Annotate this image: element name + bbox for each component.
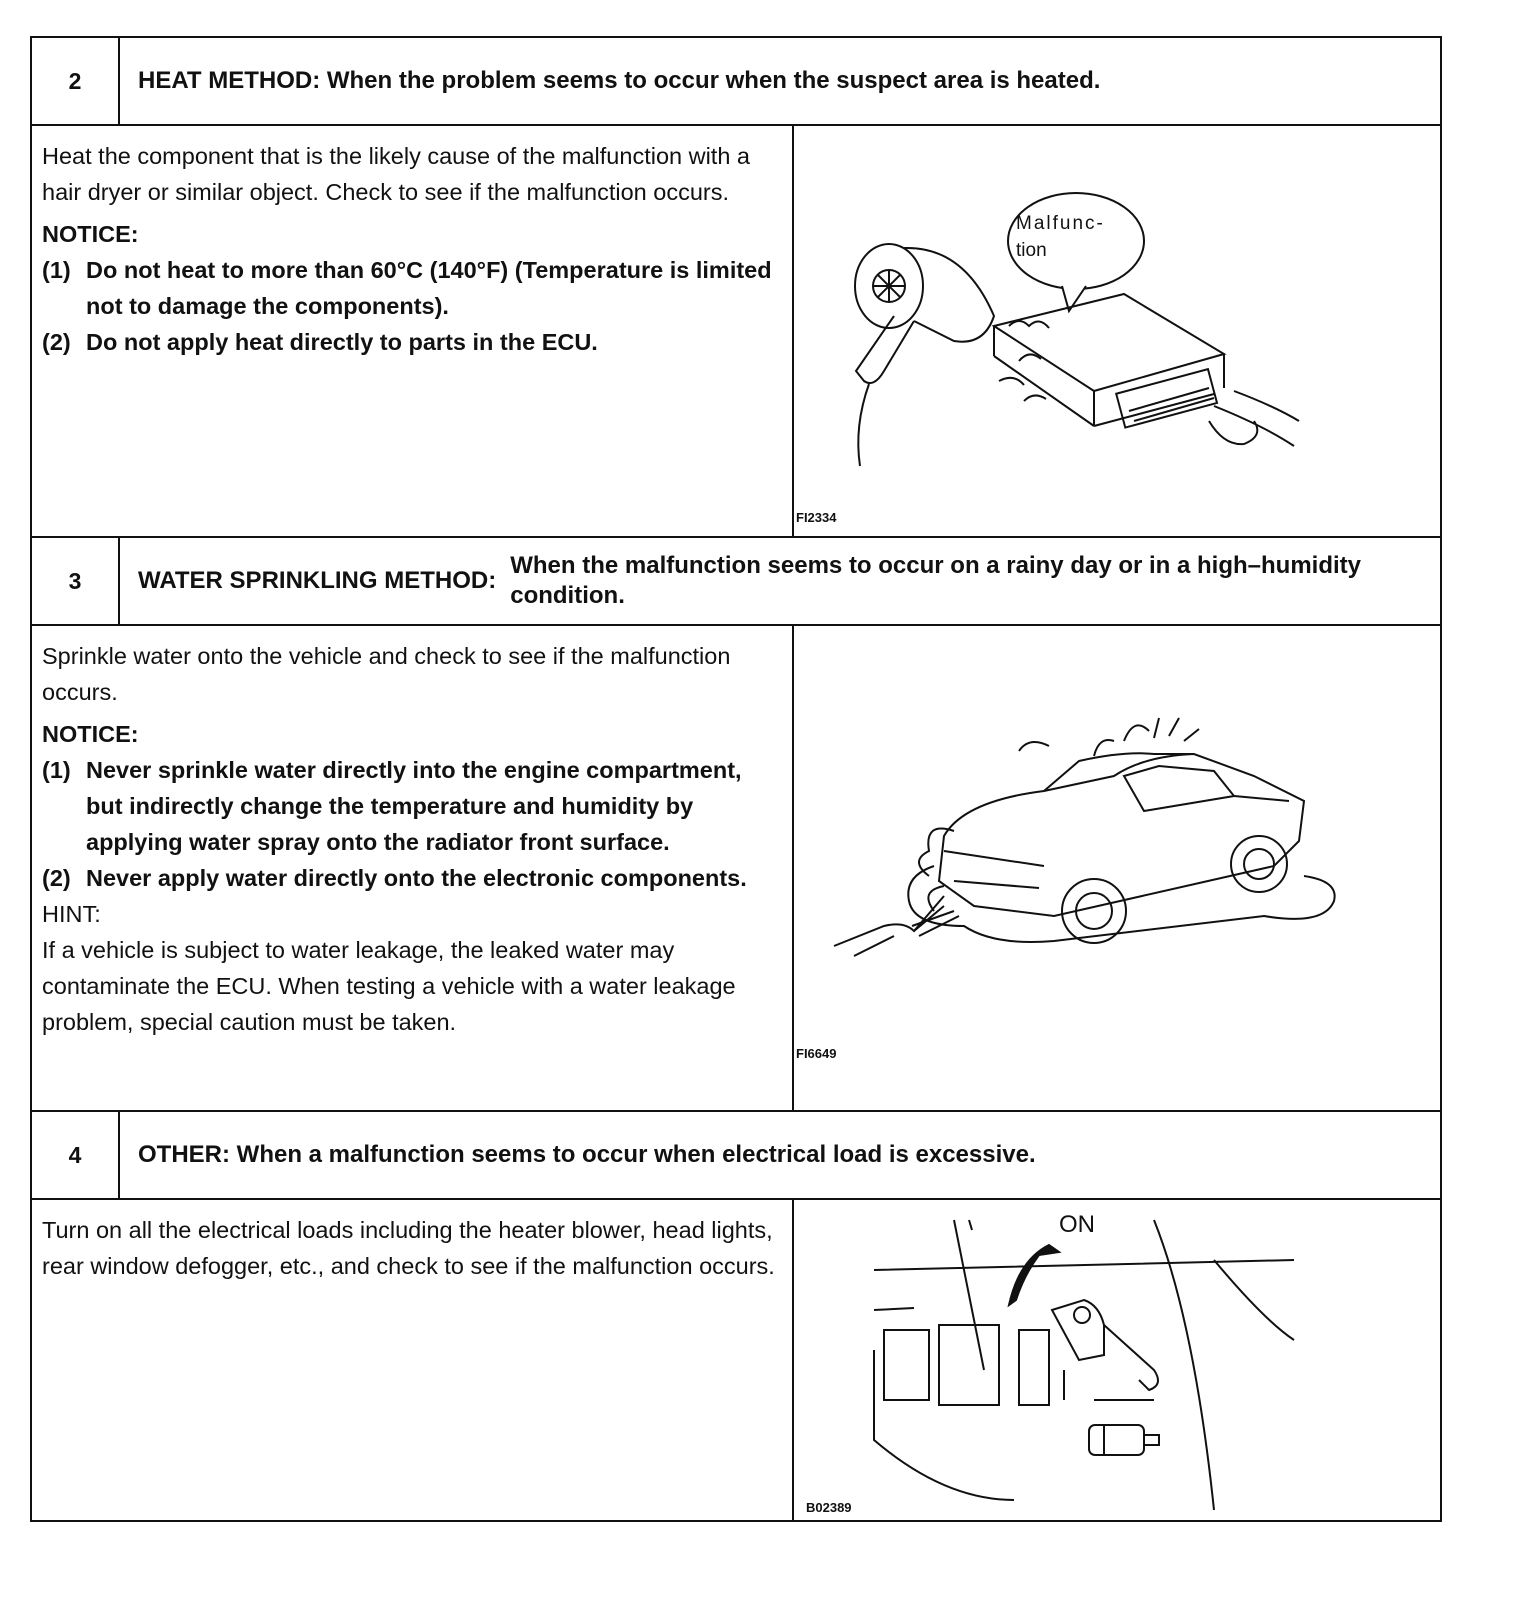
notice-label: NOTICE: — [42, 221, 139, 247]
notice-number: (1) — [42, 757, 71, 783]
figure-cell — [793, 1199, 1441, 1521]
section-title-label: WATER SPRINKLING METHOD: — [138, 567, 497, 594]
notice-item — [42, 752, 782, 860]
figure-code: B02389 — [806, 1500, 852, 1515]
ecu-box-icon — [994, 294, 1224, 428]
body-text: Heat the component that is the likely cause of the malfunction with a hair dryer or similar object. Check to see if the malfunction occurs. — [42, 143, 751, 205]
notice-item — [42, 324, 782, 360]
procedure-table — [30, 36, 1442, 1522]
car-icon — [939, 753, 1304, 943]
section-title: OTHER: When a malfunction seems to occur when electrical load is excessive. — [119, 1111, 1441, 1199]
section-title: HEAT METHOD: When the problem seems to occur when the suspect area is heated. — [119, 37, 1441, 125]
bubble-text-line2: tion — [1016, 240, 1047, 261]
body-text: Turn on all the electrical loads including the heater blower, head lights, rear window defogger, etc., and check to see if the malfunction occurs. — [42, 1217, 775, 1279]
hair-dryer-icon — [855, 244, 994, 466]
notice-text: Do not heat to more than 60°C (140°F) (Temperature is limited not to damage the components). — [86, 257, 772, 319]
section-text — [31, 625, 793, 1111]
notice-number: (2) — [42, 865, 71, 891]
hair-dryer-ecu-illustration — [794, 126, 1434, 526]
hint-label: HINT: — [42, 901, 101, 927]
section-3-body — [31, 625, 1441, 1111]
notice-number: (1) — [42, 257, 71, 283]
section-number: 4 — [31, 1111, 119, 1199]
notice-item — [42, 252, 782, 324]
car-sprinkling-illustration — [794, 626, 1434, 1066]
section-2-header — [31, 37, 1441, 125]
section-2-body — [31, 125, 1441, 537]
section-text — [31, 1199, 793, 1521]
section-title — [119, 537, 1441, 625]
rotate-arrow-icon — [1009, 1245, 1059, 1305]
section-number: 3 — [31, 537, 119, 625]
hint-text: If a vehicle is subject to water leakage, the leaked water may contaminate the ECU. When testing a vehicle with a water leakage problem, special caution must be taken. — [42, 937, 736, 1035]
notice-item — [42, 860, 782, 896]
figure-code: FI2334 — [796, 510, 837, 525]
on-label: ON — [1059, 1211, 1095, 1238]
figure-cell — [793, 125, 1441, 537]
headlight-switch-illustration — [794, 1200, 1434, 1516]
body-text: Sprinkle water onto the vehicle and check to see if the malfunction occurs. — [42, 643, 731, 705]
notice-text: Do not apply heat directly to parts in the ECU. — [86, 329, 598, 355]
section-title-desc: When the malfunction seems to occur on a rainy day or in a high–humidity condition. — [510, 552, 1362, 609]
section-number: 2 — [31, 37, 119, 125]
notice-number: (2) — [42, 329, 71, 355]
figure-code: FI6649 — [796, 1046, 837, 1061]
hose-hand-icon — [834, 896, 944, 956]
section-4-header — [31, 1111, 1441, 1199]
section-3-header — [31, 537, 1441, 625]
figure-cell — [793, 625, 1441, 1111]
notice-label: NOTICE: — [42, 721, 139, 747]
manual-page — [30, 36, 1440, 1522]
bubble-text-line1: Malfunc- — [1016, 213, 1105, 234]
section-text — [31, 125, 793, 537]
notice-text: Never sprinkle water directly into the engine compartment, but indirectly change the temperature and humidity by applying water spray onto the radiator front surface. — [86, 757, 742, 855]
section-4-body — [31, 1199, 1441, 1521]
notice-text: Never apply water directly onto the electronic components. — [86, 865, 747, 891]
